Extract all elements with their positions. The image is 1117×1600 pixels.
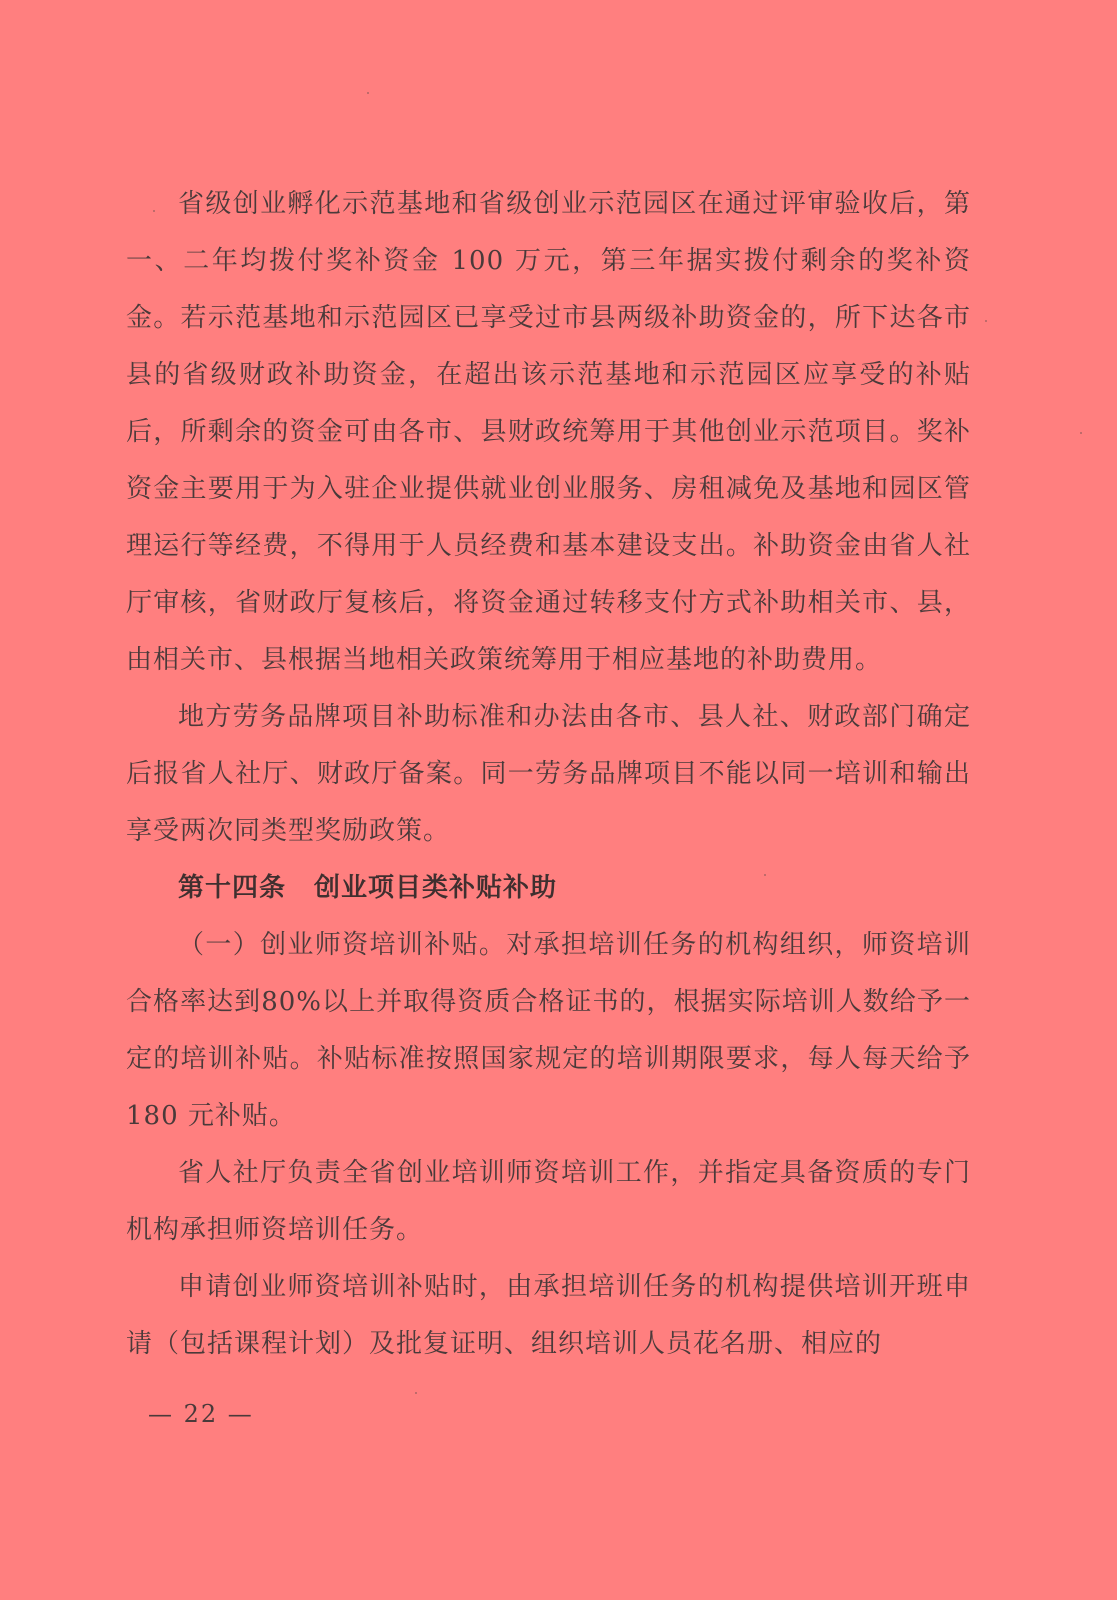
- paragraph-labor-brand-subsidy: 地方劳务品牌项目补助标准和办法由各市、县人社、财政部门确定后报省人社厅、财政厅备案。同一劳务品牌项目不能以同一培训和输出享受两次同类型奖励政策。: [126, 702, 971, 846]
- article-title: 创业项目类补贴补助: [314, 873, 558, 903]
- scan-speck: [764, 874, 766, 876]
- scan-speck: [1080, 432, 1082, 434]
- scan-speck: [985, 320, 987, 322]
- subsection-application-procedure: 申请创业师资培训补贴时，由承担培训任务的机构提供培训开班申请（包括课程计划）及批复证明、组织培训人员花名册、相应的: [126, 1272, 971, 1359]
- article-number: 第十四条: [178, 873, 287, 903]
- scan-speck: [415, 1392, 417, 1394]
- scan-speck: [153, 210, 155, 212]
- article-heading: [126, 860, 971, 917]
- document-body: [126, 176, 971, 1373]
- subsection-teacher-training-subsidy: （一）创业师资培训补贴。对承担培训任务的机构组织，师资培训合格率达到80%以上并取得资质合格证书的，根据实际培训人数给予一定的培训补贴。补贴标准按照国家规定的培训期限要求，每人每天给予 180 元补贴。: [126, 930, 971, 1131]
- subsection-training-responsibility: 省人社厅负责全省创业培训师资培训工作，并指定具备资质的专门机构承担师资培训任务。: [126, 1158, 971, 1245]
- paragraph-incubation-base-funding: 省级创业孵化示范基地和省级创业示范园区在通过评审验收后，第一、二年均拨付奖补资金 100 万元，第三年据实拨付剩余的奖补资金。若示范基地和示范园区已享受过市县两级补助资金的，所下达各市县的省级财政补助资金，在超出该示范基地和示范园区应享受的补贴后，所剩余的资金可由各市、县财政统筹用于其他创业示范项目。奖补资金主要用于为入驻企业提供就业创业服务、房租减免及基地和园区管理运行等经费，不得用于人员经费和基本建设支出。补助资金由省人社厅审核，省财政厅复核后，将资金通过转移支付方式补助相关市、县，由相关市、县根据当地相关政策统筹用于相应基地的补助费用。: [126, 189, 971, 675]
- page-number: — 22 —: [148, 1400, 254, 1428]
- scan-speck: [367, 92, 369, 94]
